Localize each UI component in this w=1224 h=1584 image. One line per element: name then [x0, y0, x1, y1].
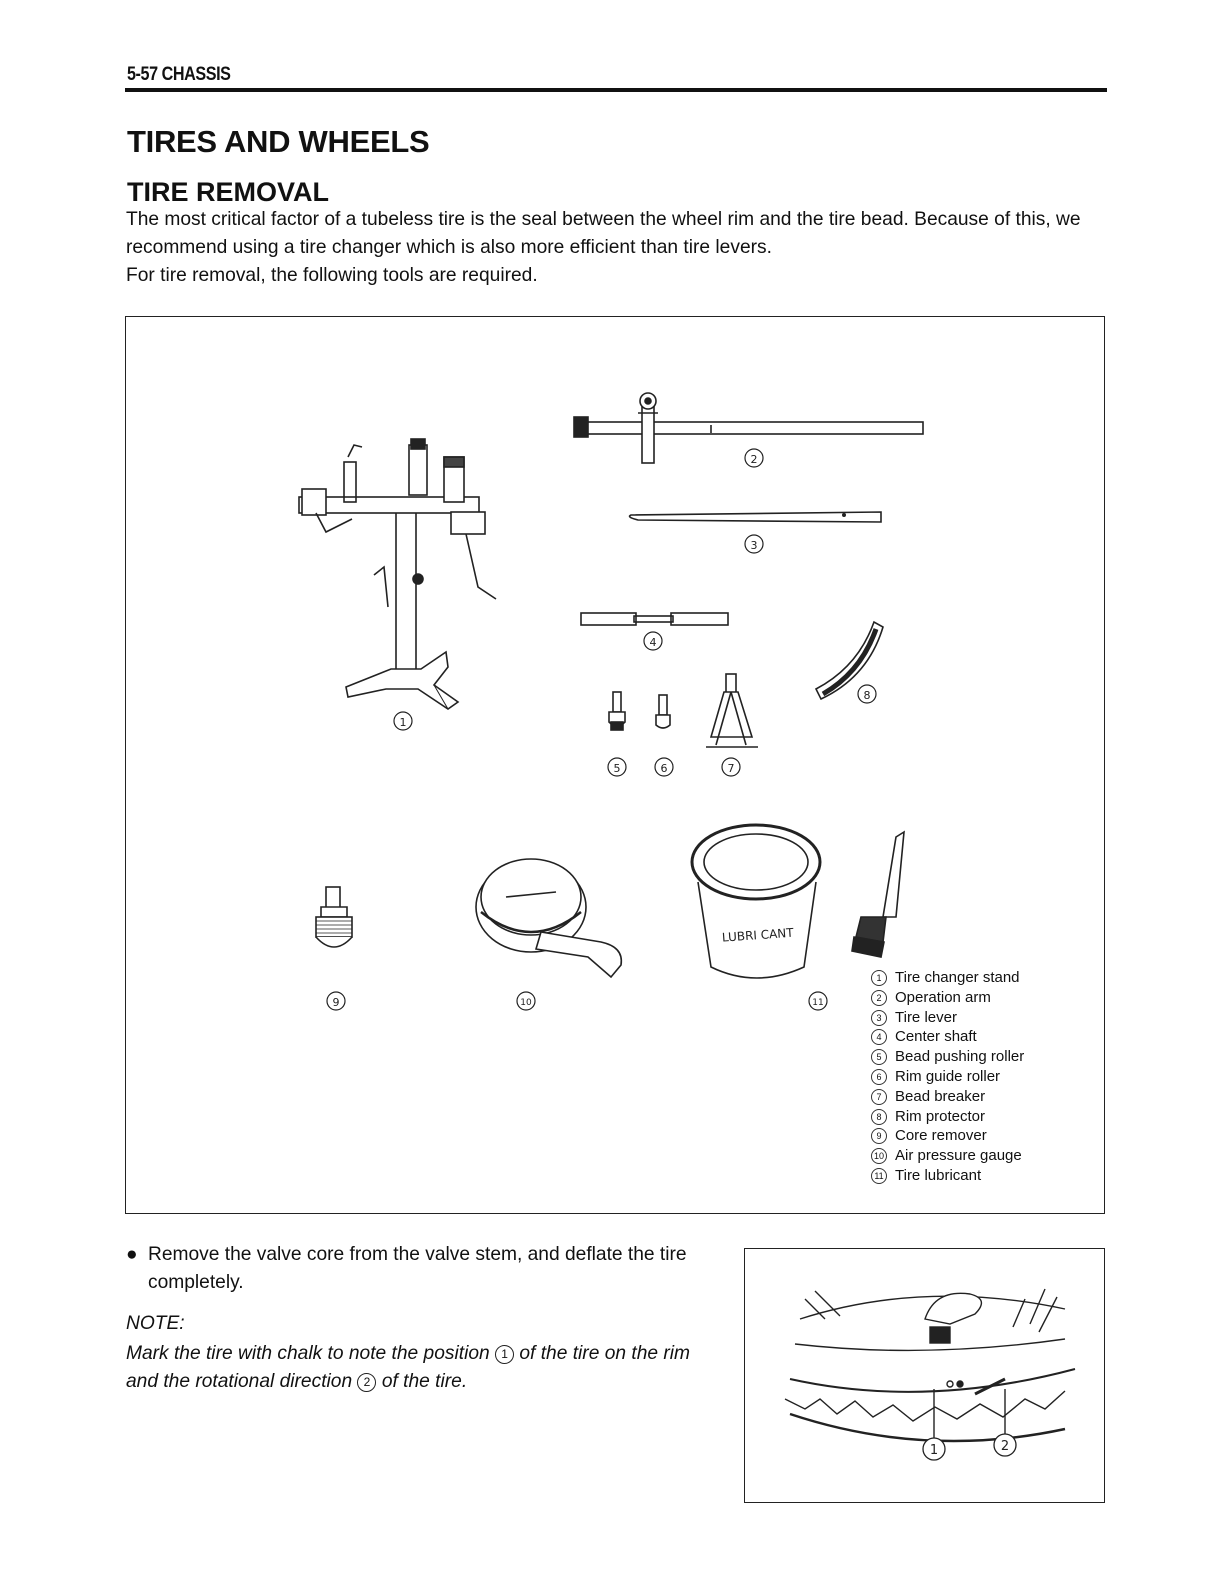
callout-3	[745, 535, 763, 553]
bead-breaker-drawing	[706, 674, 758, 747]
legend-item: 10 Air pressure gauge	[871, 1146, 1024, 1166]
tire-lubricant-drawing	[692, 825, 904, 978]
bullet-text: Remove the valve core from the valve stem, and deflate the tire completely.	[148, 1244, 687, 1293]
svg-text:1: 1	[399, 716, 407, 729]
note-label: NOTE:	[126, 1313, 185, 1334]
tire-marking-illustration	[745, 1249, 1105, 1503]
intro-tools-text: For tire removal, the following tools are required.	[126, 265, 538, 286]
svg-text:4: 4	[649, 636, 657, 649]
callout-8	[858, 685, 876, 703]
photo-callout-1	[923, 1438, 945, 1460]
legend-item: 7 Bead breaker	[871, 1087, 1024, 1107]
legend-item: 11 Tire lubricant	[871, 1166, 1024, 1186]
tools-legend	[871, 968, 1024, 1186]
legend-item: 5 Bead pushing roller	[871, 1047, 1024, 1067]
callout-2	[745, 449, 763, 467]
core-remover-drawing	[316, 887, 352, 947]
air-pressure-gauge-drawing	[476, 859, 621, 977]
bullet-icon: ●	[126, 1244, 138, 1265]
header-rule	[125, 88, 1107, 92]
legend-item: 9 Core remover	[871, 1126, 1024, 1146]
legend-item: 1 Tire changer stand	[871, 968, 1024, 988]
callout-11	[809, 992, 827, 1010]
svg-text:2: 2	[750, 453, 758, 466]
svg-text:3: 3	[750, 539, 758, 552]
note-ref-1: 1	[495, 1345, 514, 1364]
operation-arm-drawing	[574, 393, 923, 463]
svg-text:7: 7	[727, 762, 735, 775]
note-ref-2: 2	[357, 1373, 376, 1392]
legend-item: 3 Tire lever	[871, 1008, 1024, 1028]
callout-5	[608, 758, 626, 776]
callout-10	[517, 992, 535, 1010]
subsection-title: TIRE REMOVAL	[127, 177, 329, 207]
svg-text:9: 9	[332, 996, 340, 1009]
instruction-bullet	[126, 1241, 716, 1297]
section-title: TIRES AND WHEELS	[127, 124, 430, 159]
callout-6	[655, 758, 673, 776]
tire-marking-figure	[744, 1248, 1105, 1503]
legend-item: 6 Rim guide roller	[871, 1067, 1024, 1087]
svg-text:8: 8	[863, 689, 871, 702]
center-shaft-drawing	[581, 613, 728, 625]
svg-text:5: 5	[613, 762, 621, 775]
svg-text:1: 1	[929, 1443, 939, 1458]
callout-9	[327, 992, 345, 1010]
svg-text:6: 6	[660, 762, 668, 775]
page-header: 5-57 CHASSIS	[127, 64, 231, 85]
tire-changer-stand-drawing	[299, 439, 496, 709]
callout-7	[722, 758, 740, 776]
svg-text:11: 11	[812, 998, 824, 1008]
bead-pushing-roller-drawing	[609, 692, 625, 730]
legend-item: 4 Center shaft	[871, 1027, 1024, 1047]
callout-4	[644, 632, 662, 650]
note-text: Mark the tire with chalk to note the position 1 of the tire on the rim and the rotational direction 2 of the tire.	[126, 1343, 691, 1392]
photo-callout-2	[994, 1434, 1016, 1456]
legend-item: 2 Operation arm	[871, 988, 1024, 1008]
rim-guide-roller-drawing	[656, 695, 670, 728]
svg-text:10: 10	[520, 998, 532, 1008]
tools-figure	[125, 316, 1105, 1214]
intro-text: The most critical factor of a tubeless tire is the seal between the wheel rim and the tire bead. Because of this, we recommend using a tire changer which is also more efficient than tire levers.	[126, 209, 1081, 258]
callout-1	[394, 712, 412, 730]
can-label: LUBRI CANT	[721, 925, 795, 945]
intro-paragraph	[126, 206, 1116, 290]
svg-text:2: 2	[1000, 1439, 1010, 1454]
legend-item: 8 Rim protector	[871, 1107, 1024, 1127]
tire-lever-drawing	[630, 512, 881, 522]
